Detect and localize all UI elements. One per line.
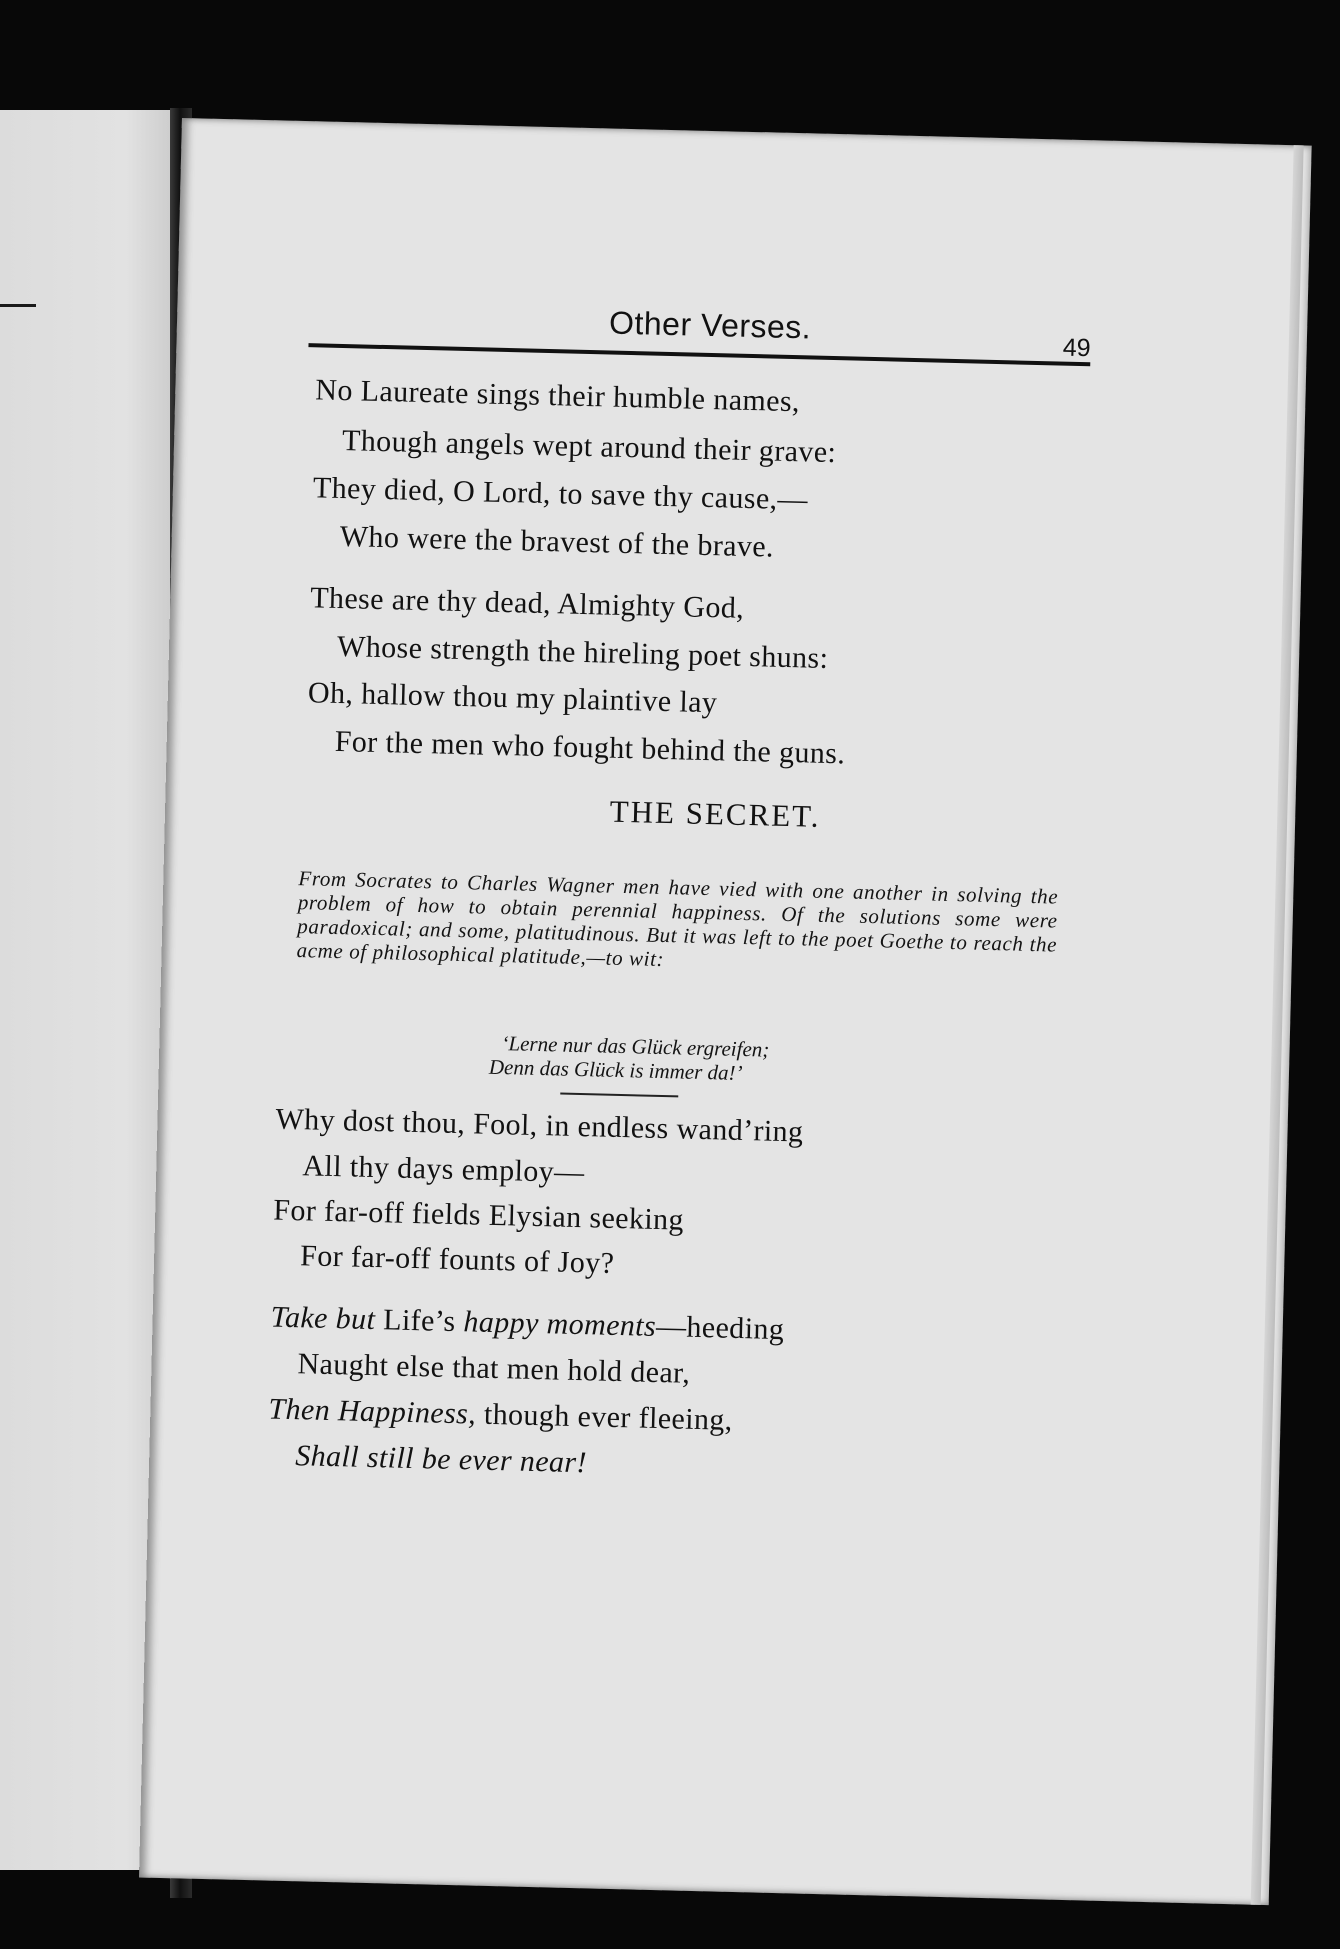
- page-number: 49: [1062, 333, 1091, 363]
- verse-fragment: happy moments: [463, 1305, 657, 1343]
- verse-line: All thy days employ—: [302, 1149, 585, 1190]
- verse-line: Why dost thou, Fool, in endless wand’ring: [275, 1102, 804, 1149]
- poem-title: THE SECRET.: [609, 793, 821, 834]
- header-rule: [308, 343, 1090, 366]
- verse-line: Naught else that men hold dear,: [297, 1347, 691, 1390]
- verse-line: [270, 1301, 784, 1348]
- motto-line: ‘Lerne nur das Glück ergreifen;: [501, 1031, 770, 1062]
- motto-rule: [560, 1093, 678, 1098]
- page-edge: [1251, 145, 1304, 1905]
- verse-line: For the men who fought behind the guns.: [334, 724, 846, 771]
- verse-line: Whose strength the hireling poet shuns:: [336, 629, 829, 675]
- verse-line: Shall still be ever near!: [294, 1439, 588, 1480]
- motto-line: Denn das Glück is immer da!’: [488, 1054, 743, 1085]
- motto-quote: [489, 1031, 930, 1090]
- verse-line: These are thy dead, Almighty God,: [309, 581, 745, 625]
- verse-line: For far-off fields Elysian seeking: [272, 1193, 685, 1237]
- book-page: [139, 118, 1312, 1905]
- verse-line: [268, 1393, 733, 1438]
- verse-fragment: Take but: [270, 1300, 376, 1337]
- verse-fragment: —heeding: [655, 1309, 785, 1347]
- verse-fragment: Life’s: [374, 1303, 464, 1339]
- intro-paragraph: From Socrates to Charles Wagner men have vied with one another in solving the problem of how to obtain perennial happiness. Of the solutions some were paradoxical; and some, platitudinous. But it was left to the poet Goethe to reach the acme of philosophical platitude,—to wit:: [296, 866, 1059, 972]
- verse-line: They died, O Lord, to save thy cause,—: [312, 471, 809, 517]
- page-header: [308, 297, 1091, 366]
- verse-line: No Laureate sings their humble names,: [314, 373, 801, 419]
- verse-line: Oh, hallow thou my plaintive lay: [307, 676, 718, 720]
- verse-fragment: though ever fleeing,: [475, 1397, 734, 1437]
- verse-line: Though angels wept around their grave:: [341, 424, 837, 470]
- facing-page-rule: [0, 304, 36, 307]
- verse-fragment: Then Happiness,: [268, 1392, 477, 1431]
- verse-line: Who were the bravest of the brave.: [339, 519, 775, 564]
- running-title: Other Verses.: [608, 304, 812, 346]
- verse-line: For far-off founts of Joy?: [299, 1239, 615, 1280]
